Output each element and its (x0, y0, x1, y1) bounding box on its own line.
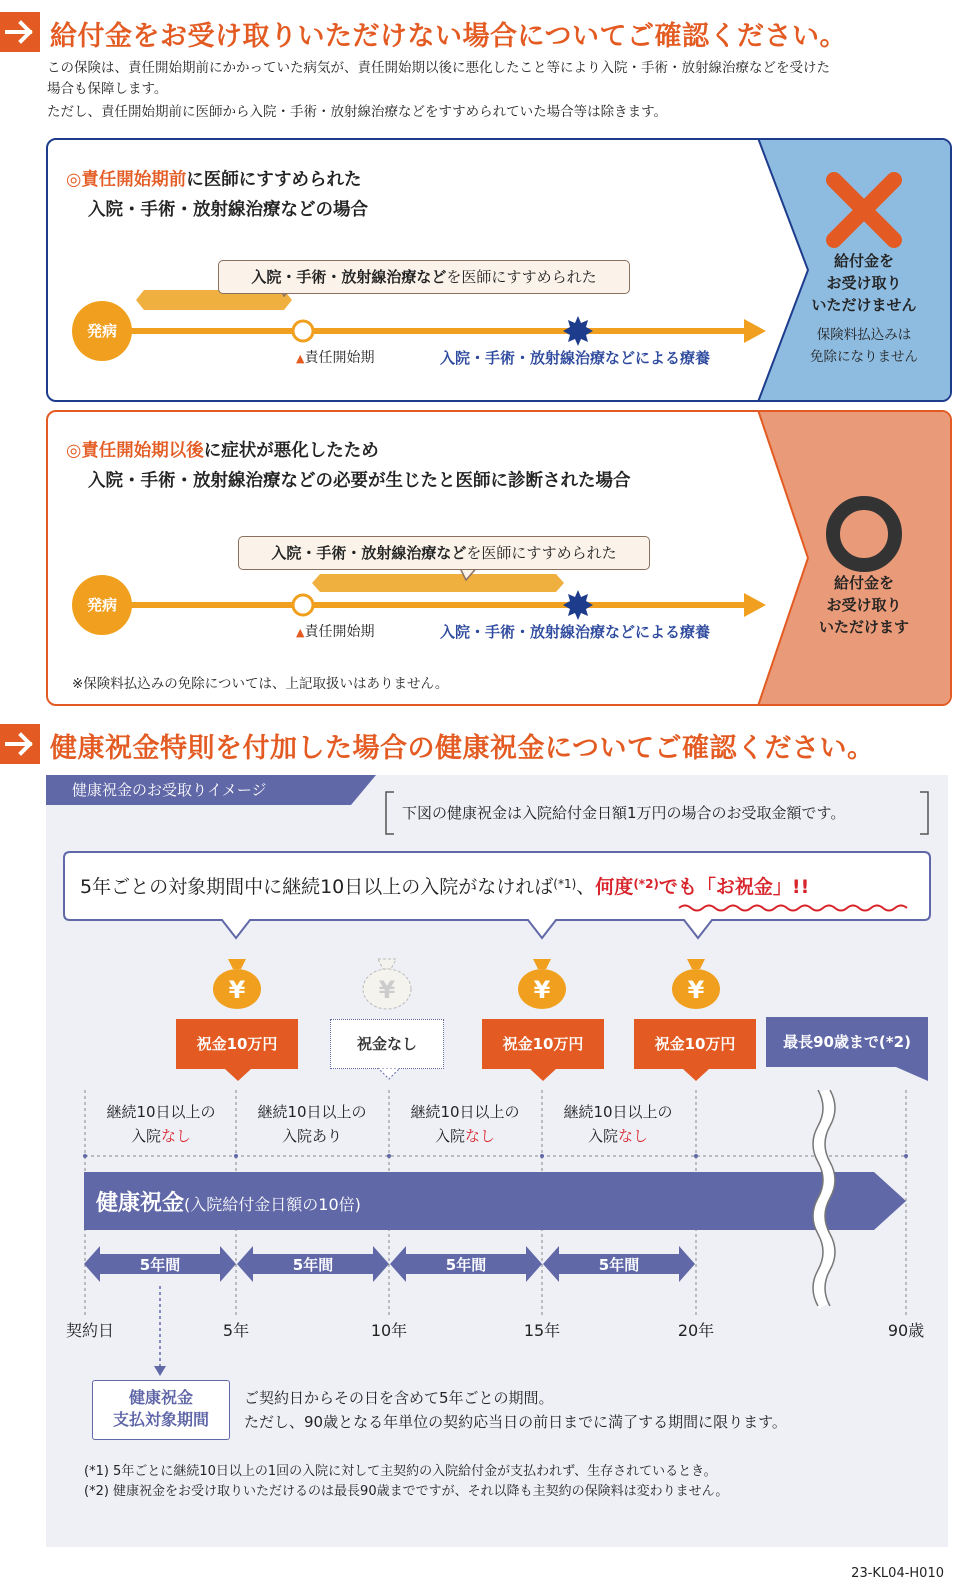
case1-box (46, 138, 952, 402)
case1-verdict-sub: 保険料払込みは 免除になりません (810, 327, 918, 365)
footnote-2: (*2) 健康祝金をお受け取りいただけるのは最長90歳までですが、それ以降も主契約の保険料は変わりません。 (84, 1484, 729, 1499)
bonus-tag-none: 祝金なし (330, 1019, 444, 1069)
definition-text-1: ご契約日からその日を含めて5年ごとの期間。 (244, 1389, 554, 1407)
intro-line-1: この保険は、責任開始期前にかかっていた病気が、責任開始期以後に悪化したこと等により入院・手術・放射線治療などを受けた (47, 60, 830, 76)
axis-label-start: 契約日 (65, 1321, 114, 1340)
arrow-right-icon (0, 12, 40, 52)
period-label-4: 継続10日以上の 入院なし (563, 1103, 673, 1145)
max-age-tag: 最長90歳まで(*2) (766, 1017, 928, 1067)
five-years-4: 5年間 (598, 1256, 640, 1274)
break-wave-icon (812, 1090, 846, 1316)
tag-pointer (530, 1069, 556, 1081)
case1-onset-badge: 発病 (72, 301, 132, 361)
bonus-tag-4: 祝金10万円 (634, 1019, 756, 1069)
case2-title-line1: ◎責任開始期以後に症状が悪化したため (66, 441, 379, 461)
definition-pointer (150, 1286, 170, 1378)
svg-text:¥: ¥ (228, 976, 246, 1004)
money-bag-empty-icon (358, 955, 416, 1011)
bonus-tag-1: 祝金10万円 (176, 1019, 298, 1069)
case1-callout: 入院・手術・放射線治療などを医師にすすめられた (218, 260, 630, 294)
tag-pointer (896, 1067, 928, 1081)
treatment-star-icon (563, 316, 593, 346)
intro-line-3: ただし、責任開始期前に医師から入院・手術・放射線治療などをすすめられていた場合等は除きます。 (47, 104, 668, 120)
five-years-3: 5年間 (445, 1256, 487, 1274)
period-label-1: 継続10日以上の 入院なし (106, 1103, 216, 1145)
section2-heading: 健康祝金特則を付加した場合の健康祝金についてご確認ください。 (50, 733, 875, 764)
case1-verdict: 給付金を お受け取り いただけません (811, 252, 917, 314)
money-bag-icon (667, 955, 725, 1011)
five-years-2: 5年間 (292, 1256, 334, 1274)
tag-pointer (377, 1068, 401, 1080)
five-years-1: 5年間 (139, 1256, 181, 1274)
case1-start-label: ▲責任開始期 (296, 350, 375, 366)
footnote-1: (*1) 5年ごとに継続10日以上の1回の入院に対して主契約の入院給付金が支払われず、生存されているとき。 (84, 1464, 717, 1479)
case2-note: ※保険料払込みの免除については、上記取扱いはありません。 (72, 676, 449, 692)
bonus-tag-3: 祝金10万円 (482, 1019, 604, 1069)
case2-title-line2: 入院・手術・放射線治療などの必要が生じたと医師に診断された場合 (88, 471, 631, 491)
svg-text:¥: ¥ (533, 976, 551, 1004)
case1-treatment-label: 入院・手術・放射線治療などによる療養 (440, 349, 711, 367)
axis-label-20: 20年 (677, 1321, 715, 1340)
period-label-2: 継続10日以上の 入院あり (257, 1103, 367, 1145)
cross-icon (822, 168, 906, 252)
period-label-3: 継続10日以上の 入院なし (410, 1103, 520, 1145)
band-label: 健康祝金(入院給付金日額の10倍) (96, 1191, 361, 1216)
case2-callout: 入院・手術・放射線治療などを医師にすすめられた (238, 536, 650, 570)
tag-pointer (225, 1069, 251, 1081)
money-bag-icon (208, 955, 266, 1011)
case2-start-label: ▲責任開始期 (296, 624, 375, 640)
section1-heading: 給付金をお受け取りいただけない場合についてご確認ください。 (50, 21, 847, 52)
axis-label-5: 5年 (222, 1321, 250, 1340)
definition-box: 健康祝金 支払対象期間 (92, 1380, 230, 1440)
svg-text:¥: ¥ (378, 976, 396, 1004)
treatment-star-icon (563, 590, 593, 620)
svg-text:¥: ¥ (687, 976, 705, 1004)
bracket-note: 下図の健康祝金は入院給付金日額1万円の場合のお受取金額です。 (402, 804, 846, 822)
axis-label-15: 15年 (523, 1321, 561, 1340)
case2-box (46, 410, 952, 706)
case2-treatment-label: 入院・手術・放射線治療などによる療養 (440, 623, 711, 641)
arrow-right-icon (0, 724, 40, 764)
case2-onset-badge: 発病 (72, 575, 132, 635)
case1-title-line2: 入院・手術・放射線治療などの場合 (88, 200, 368, 220)
axis-label-10: 10年 (370, 1321, 408, 1340)
circle-ok-icon (824, 494, 904, 574)
tag-pointer (683, 1069, 709, 1081)
definition-text-2: ただし、90歳となる年単位の契約応当日の前日までに満了する期間に限ります。 (244, 1413, 787, 1431)
case1-title-line1: ◎責任開始期前に医師にすすめられた (66, 170, 362, 190)
bubble-text: 5年ごとの対象期間中に継続10日以上の入院がなければ$^{(*1)}$、何度$^{(*2)}$でも「お祝金」!! (80, 876, 810, 898)
money-bag-icon (513, 955, 571, 1011)
case2-verdict: 給付金を お受け取り いただけます (818, 574, 909, 636)
intro-line-2: 場合も保障します。 (47, 81, 168, 97)
axis-label-90: 90歳 (887, 1321, 925, 1340)
document-code: 23-KL04-H010 (851, 1566, 944, 1581)
tab-label: 健康祝金のお受取りイメージ (72, 781, 267, 799)
